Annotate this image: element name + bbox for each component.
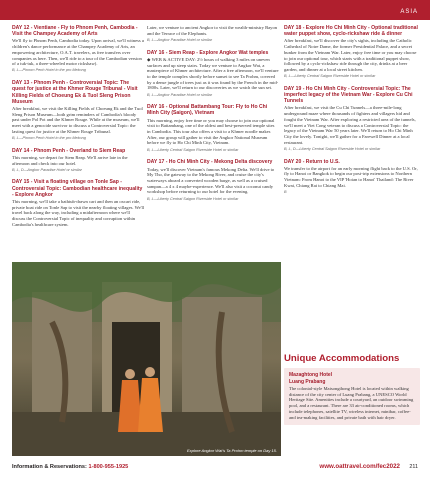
- unique-box: [284, 368, 420, 425]
- day-description: ◆ WEB & ACTIVE DAY: 2½ hours of walking 3 miles on uneven surfaces and up steep stairs. Today we venture to Angkor Wat, a masterpiece of Khmer architecture. After a free afternoon, we'll venture to the temple complex shortly before sunset to see Ta Prohm, covered by a dense jungle of trees just as it was found by the French in the mid-1800s. Later, we'll return to our discoveries as we watch the sun set.: [147, 56, 279, 91]
- day-description: This morning, we depart for Siem Reap. We'll arrive late in the afternoon and check into our hotel.: [12, 154, 128, 166]
- meals-lodging: B, L—Liberty Central Saigon Riverside Hotel or similar: [147, 196, 239, 201]
- reservations-info: [12, 464, 128, 470]
- day-heading: DAY 16 - Optional Battambang Tour: Fly to Ho Chi Minh City (Saigon), Vietnam: [147, 104, 268, 117]
- unique-title: Unique Accommodations: [284, 353, 400, 364]
- day-section: [284, 159, 420, 196]
- day-section: [12, 80, 144, 142]
- day-section: [147, 25, 279, 44]
- meals-lodging: B: [284, 190, 287, 195]
- meals-lodging: B, L, D—Angkor Paradise Hotel or similar: [12, 167, 82, 172]
- day-description: After breakfast, we'll discover the city's sights, including the Catholic Cathedral of Notre Dame, the former Presidential Palace, and a secret bunker from the Vietnam War. Later, enjoy free time or you may choose to join our optional tour, which starts with a traditional puppet show, followed by a cyclo-rickshaw ride through the city, drinks at a beer garden, and dinner at a local street kitchen.: [284, 38, 417, 72]
- day-section: [147, 50, 279, 99]
- hotel-city: Luang Prabang: [289, 379, 326, 385]
- meals-lodging: B, L—Phnom Penh Hotel in the pro Mekong: [12, 135, 86, 140]
- unique-accommodations: [284, 353, 420, 425]
- hotel-name: Mazaghtong Hotel: [289, 372, 333, 378]
- day-description: We transfer to the airport for an early morning flight back to the U.S. Or, fly to Hanoi or Bangkok to begin our post-trip extensions to Northern Vietnam: From Hanoi to the VIP 'Hoian to Hanoi' Thailand: The River Kwai, Chiang Rai to Chiang Mai.: [284, 165, 418, 188]
- day-section: [12, 25, 144, 74]
- temple-photo: [12, 262, 281, 456]
- meals-lodging: B, L—Angkor Paradise Hotel or similar: [147, 92, 212, 97]
- itinerary-column-1: [12, 25, 144, 234]
- page-footer: [0, 462, 430, 474]
- website-link[interactable]: www.oattravel.com/fec2022: [319, 463, 400, 470]
- day-description: Later, we venture to ancient Angkor to visit the wealth-ministry Bayon and the Terrace of the Elephants.: [147, 25, 278, 36]
- day-heading: DAY 12 - Vientiane - Fly to Phnom Penh, Cambodia - Visit the Champey Academy of Arts: [12, 25, 138, 38]
- day-description: After breakfast, we visit the Cu Chi Tunnels—a three-mile-long underground maze where thousands of fighters and villagers hid and fought the Vietnam War. After exploring a restricted area of the tunnels, we'll meet a Viet Cong veteran to discuss a Controversial Topic: the legacy of the Vietnam War 50 years later. We'll return to Ho Chi Minh City the lovely. Tonight, we'll gather for a Farewell Dinner at a local restaurant.: [284, 105, 416, 145]
- day-heading: DAY 16 - Siem Reap - Explore Angkor Wat temples: [147, 49, 269, 56]
- hotel-description: The colonial-style Maisongthong Hotel is located within walking distance of the city center of Luang Prabang, a UNESCO World Heritage Site. Amenities include a courtyard, an outdoor swimming pool, and a restaurant. There are 33 air-conditioned rooms, which include telephones, satellite TV, wireless internet, minibar, coffee- and tea-making facilities, and private bath with hair dryer.: [289, 386, 414, 420]
- page-number: 211: [409, 464, 418, 470]
- day-heading: DAY 19 - Ho Chi Minh City - Controversial Topic: The imperfect legacy of the Vietnam War - Explore Cu Chi Tunnels: [284, 85, 413, 105]
- itinerary-column-3: [284, 25, 420, 202]
- day-heading: DAY 14 - Phnom Penh - Overland to Siem Reap: [12, 147, 126, 154]
- day-description: This morning, we'll take a bathtub-drawn cart and then an oxcart ride, private boat ride on Tonle Sap to visit the nearby floating villages. We'll travel back along the way, including a midafternoon where we'll discuss the Controversial Topic of inequality and corruption within Cambodia's healthcare system.: [12, 199, 145, 227]
- day-description: Today, we'll discover Vietnam's famous Mekong Delta. We'll drive to My Tho, the gateway to the Mekong River, and cruise the city's waterways aboard a converted wooden barge, as well as a cruised sampan—a 4 x 4 maybe-experience. We'll also visit a coconut candy workshop before returning to our hotel for the evening.: [147, 166, 275, 195]
- day-heading: DAY 20 - Return to U.S.: [284, 158, 340, 165]
- day-section: [147, 104, 279, 153]
- day-section: [12, 148, 144, 174]
- meals-lodging: B, L—Angkor Paradise Hotel or similar: [147, 37, 212, 42]
- meals-lodging: B, L—Phnom Penh Hotel in the pro Mekong: [12, 68, 86, 73]
- monks-temple-image: [12, 262, 281, 456]
- photo-caption: Explore Angkor Wat's Ta Prohm temple on Day 15.: [187, 448, 277, 453]
- reservations-label: Information & Reservations:: [12, 464, 87, 470]
- day-section: [147, 159, 279, 202]
- phone-number[interactable]: 1-800-955-1925: [88, 464, 129, 470]
- day-section: [284, 86, 420, 153]
- meals-lodging: B, L—Liberty Central Saigon Riverside Hotel or similar: [147, 147, 239, 152]
- header-bar: [0, 0, 430, 20]
- meals-lodging: B, L—Liberty Central Saigon Riverside Hotel or similar: [284, 74, 376, 79]
- day-section: [12, 179, 144, 227]
- day-heading: DAY 18 - Explore Ho Chi Minh City - Optional traditional water puppet show, cyclo-rickshaw ride & dinner: [284, 25, 418, 38]
- day-description: After breakfast, we visit the Killing Fields of Choeung Ek and the Tuol Sleng Prison Museum—both grim reminders of Cambodia's bloody past under Pol Pot and the Khmer Rouge. While at the museum, we'll meet with a genocide survivor to discuss a Controversial Topic: the lasting quest for justice at the Khmer Rouge Tribunal.: [12, 105, 143, 134]
- day-section: [284, 25, 420, 80]
- day-description: We'll fly to Phnom Penh, Cambodia today. Upon arrival, we'll witness a children's dance performance at the Champey Academy of Arts, an empowering architecture, O.A.T. travelers, as free transfers over companies as here. Then, we'll ride to a tour of the Cambodian version of a tuk-tuk, a three-wheeled motor rickshaw).: [12, 38, 144, 67]
- region-label: ASIA: [400, 9, 418, 15]
- day-heading: DAY 17 - Ho Chi Minh City - Mekong Delta discovery: [147, 159, 273, 166]
- day-heading: DAY 15 - Visit a floating village on Tonle Sap - Controversial Topic: Cambodian healthcare inequality - Explore Angkor: [12, 179, 143, 198]
- itinerary-column-2: [147, 25, 279, 208]
- day-description: This morning, enjoy free time or you may choose to join our optional visit to Battambang, one of the oldest and best-preserved temple sites in Cambodia. This tour also offers a visit to a Khmer noodle maker. After, our group will gather to visit the Angkor National Museum before we fly to Ho Chi Minh City, Vietnam.: [147, 117, 275, 146]
- day-heading: DAY 13 - Phnom Penh - Controversial Topic: The quest for justice at the Khmer Rouge Tribunal - Visit Killing Fields of Choeung Ek & Tuol Sleng Prison Museum: [12, 80, 138, 105]
- meals-lodging: B, L, D—Liberty Central Saigon Riverside Hotel or similar: [284, 146, 381, 151]
